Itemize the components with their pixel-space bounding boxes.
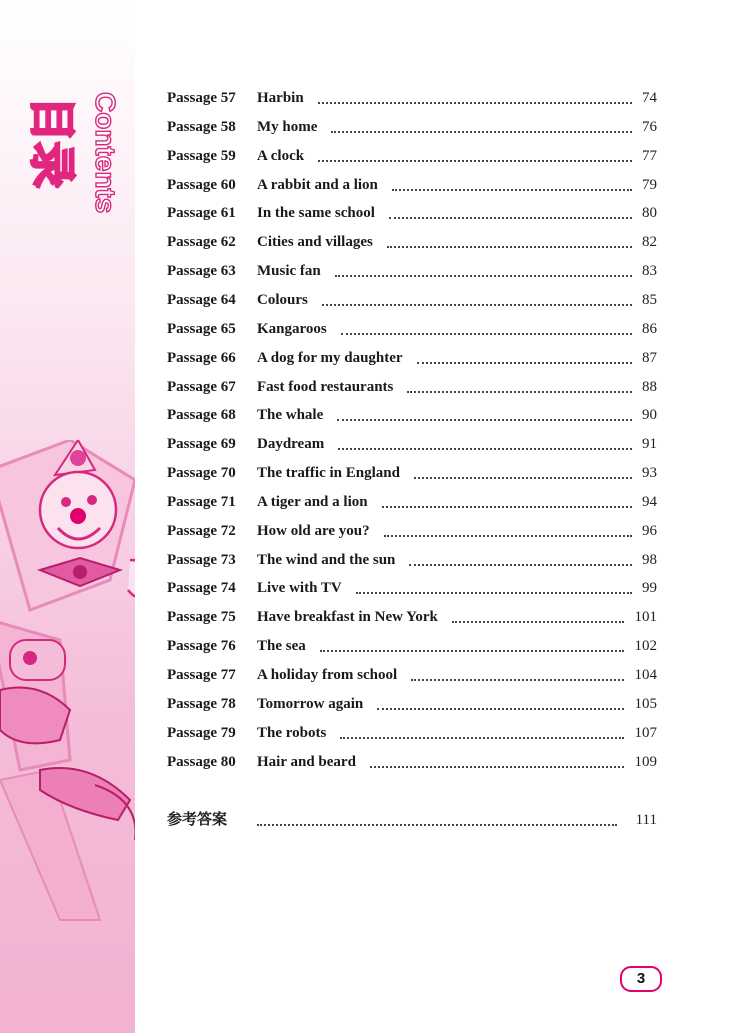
toc-entry[interactable] xyxy=(167,286,657,314)
page-ref: 86 xyxy=(642,320,657,337)
passage-number: Passage 76 xyxy=(167,638,236,655)
toc-entry[interactable] xyxy=(167,488,657,516)
answers-leader-dots xyxy=(257,822,617,826)
passage-number: Passage 62 xyxy=(167,234,236,251)
leader-dots xyxy=(389,215,632,219)
passage-number: Passage 65 xyxy=(167,320,236,337)
passage-number: Passage 70 xyxy=(167,465,236,482)
cn-heading xyxy=(28,84,88,244)
toc-entry[interactable] xyxy=(167,603,657,631)
page-ref: 101 xyxy=(634,609,657,626)
page-ref: 93 xyxy=(642,465,657,482)
toc-entry[interactable] xyxy=(167,228,657,256)
clown-illustration xyxy=(0,440,135,930)
passage-title: Kangaroos xyxy=(257,320,327,337)
leader-dots xyxy=(356,590,632,594)
page-ref: 99 xyxy=(642,580,657,597)
leader-dots xyxy=(417,360,632,364)
page-ref: 96 xyxy=(642,522,657,539)
passage-number: Passage 74 xyxy=(167,580,236,597)
toc-entry[interactable] xyxy=(167,574,657,602)
toc-entry[interactable] xyxy=(167,344,657,372)
sidebar xyxy=(0,0,135,1033)
leader-dots xyxy=(452,619,624,623)
passage-title: The traffic in England xyxy=(257,465,400,482)
passage-title: Cities and villages xyxy=(257,234,373,251)
answers-page: 111 xyxy=(635,812,657,828)
passage-number: Passage 58 xyxy=(167,118,236,135)
passage-title: Daydream xyxy=(257,436,325,453)
answers-label: 参考答案 xyxy=(167,812,228,828)
passage-number: Passage 72 xyxy=(167,522,236,539)
toc-entry[interactable] xyxy=(167,84,657,112)
page-ref: 107 xyxy=(634,724,657,741)
passage-number: Passage 63 xyxy=(167,263,236,280)
page-ref: 79 xyxy=(642,176,657,193)
passage-number: Passage 60 xyxy=(167,176,236,193)
leader-dots xyxy=(318,158,632,162)
toc-entry[interactable] xyxy=(167,113,657,141)
leader-dots xyxy=(340,735,624,739)
passage-title: Music fan xyxy=(257,263,321,280)
toc-entry[interactable] xyxy=(167,257,657,285)
leader-dots xyxy=(392,187,632,191)
page-ref: 98 xyxy=(642,551,657,568)
leader-dots xyxy=(322,302,632,306)
leader-dots xyxy=(384,533,632,537)
passage-number: Passage 75 xyxy=(167,609,236,626)
toc-entry[interactable] xyxy=(167,748,657,776)
passage-number: Passage 59 xyxy=(167,147,236,164)
passage-number: Passage 80 xyxy=(167,753,236,770)
cn-heading-text: 目录 xyxy=(28,96,79,188)
page-ref: 85 xyxy=(642,291,657,308)
passage-number: Passage 66 xyxy=(167,349,236,366)
contents-heading-text: Contents xyxy=(90,92,121,214)
passage-title: My home xyxy=(257,118,318,135)
toc-entry[interactable] xyxy=(167,517,657,545)
passage-title: The whale xyxy=(257,407,324,424)
passage-title: The robots xyxy=(257,724,327,741)
page-ref: 87 xyxy=(642,349,657,366)
leader-dots xyxy=(407,389,632,393)
passage-title: In the same school xyxy=(257,205,375,222)
passage-title: Tomorrow again xyxy=(257,695,364,712)
toc-entry[interactable] xyxy=(167,690,657,718)
contents-heading-svg xyxy=(88,92,128,242)
leader-dots xyxy=(331,129,632,133)
passage-number: Passage 78 xyxy=(167,695,236,712)
leader-dots xyxy=(387,244,632,248)
toc-entry[interactable] xyxy=(167,373,657,401)
leader-dots xyxy=(370,764,624,768)
passage-title: A holiday from school xyxy=(257,667,398,683)
leader-dots xyxy=(382,504,632,508)
passage-number: Passage 61 xyxy=(167,205,236,222)
contents-heading xyxy=(88,92,128,242)
page-number: 3 xyxy=(620,966,662,992)
passage-title: Harbin xyxy=(257,90,304,106)
passage-title: A dog for my daughter xyxy=(257,349,403,366)
page-ref: 88 xyxy=(642,378,657,395)
page-ref: 91 xyxy=(642,436,657,453)
passage-number: Passage 64 xyxy=(167,291,236,308)
toc-entry[interactable] xyxy=(167,546,657,574)
toc-entry[interactable] xyxy=(167,661,657,689)
page-ref: 77 xyxy=(642,147,657,164)
page-ref: 76 xyxy=(642,118,657,135)
toc-entry[interactable] xyxy=(167,719,657,747)
passage-title: How old are you? xyxy=(257,522,370,539)
page-ref: 82 xyxy=(642,234,657,251)
leader-dots xyxy=(338,446,632,450)
page-ref: 83 xyxy=(642,263,657,280)
toc-entry[interactable] xyxy=(167,459,657,487)
passage-title: Colours xyxy=(257,291,308,308)
leader-dots xyxy=(377,706,624,710)
passage-number: Passage 67 xyxy=(167,378,236,395)
page-ref: 80 xyxy=(642,205,657,222)
toc-entry[interactable] xyxy=(167,199,657,227)
passage-title: Fast food restaurants xyxy=(257,378,394,395)
toc-entry[interactable] xyxy=(167,315,657,343)
page-ref: 109 xyxy=(634,753,657,770)
passage-title: The wind and the sun xyxy=(257,551,396,568)
toc-entry[interactable] xyxy=(167,632,657,660)
cn-heading-svg xyxy=(28,84,88,244)
page-ref: 90 xyxy=(642,407,657,424)
leader-dots xyxy=(318,100,632,104)
toc-entry[interactable] xyxy=(167,401,657,429)
leader-dots xyxy=(320,648,624,652)
leader-dots xyxy=(411,677,624,681)
passage-number: Passage 68 xyxy=(167,407,236,424)
passage-title: The sea xyxy=(257,638,306,655)
page-ref: 74 xyxy=(642,90,657,106)
leader-dots xyxy=(341,331,632,335)
passage-number: Passage 71 xyxy=(167,493,236,510)
toc-entry[interactable] xyxy=(167,171,657,199)
passage-number: Passage 57 xyxy=(167,90,236,106)
passage-number: Passage 77 xyxy=(167,667,236,683)
toc-entry[interactable] xyxy=(167,430,657,458)
page-ref: 105 xyxy=(634,695,657,712)
leader-dots xyxy=(409,562,632,566)
passage-title: Have breakfast in New York xyxy=(257,609,438,626)
page-ref: 102 xyxy=(634,638,657,655)
leader-dots xyxy=(337,417,632,421)
page-ref: 94 xyxy=(642,493,657,510)
leader-dots xyxy=(414,475,632,479)
toc-entry[interactable] xyxy=(167,142,657,170)
page-ref: 104 xyxy=(634,667,657,683)
leader-dots xyxy=(335,273,632,277)
passage-number: Passage 79 xyxy=(167,724,236,741)
passage-title: A tiger and a lion xyxy=(257,493,368,510)
passage-title: A rabbit and a lion xyxy=(257,176,378,193)
passage-number: Passage 73 xyxy=(167,551,236,568)
passage-number: Passage 69 xyxy=(167,436,236,453)
answers-entry[interactable] xyxy=(167,806,657,834)
passage-title: Hair and beard xyxy=(257,753,356,770)
passage-title: A clock xyxy=(257,147,305,164)
passage-title: Live with TV xyxy=(257,580,342,597)
